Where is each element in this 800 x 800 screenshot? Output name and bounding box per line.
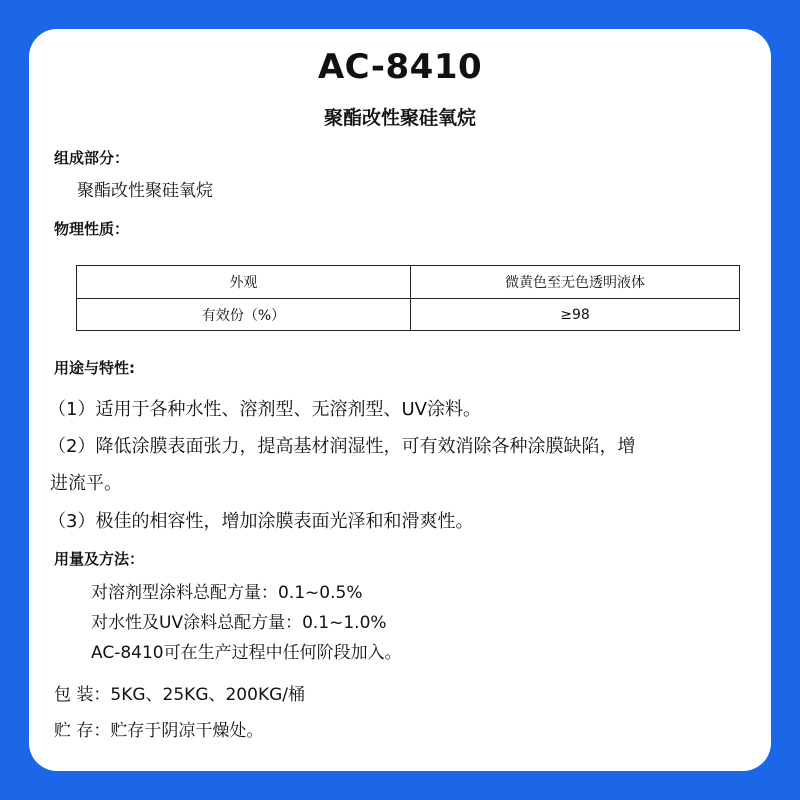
dosage-label: 用量及方法： (54, 550, 145, 568)
use-item: （3）极佳的相容性，增加涂膜表面光泽和和滑爽性。 (48, 511, 474, 532)
table-row (77, 266, 740, 299)
storage-label: 贮 存： (54, 721, 111, 741)
storage-value: 贮存于阴凉干燥处。 (110, 721, 264, 741)
use-item-continuation: 进流平。 (50, 473, 122, 494)
use-item: （1）适用于各种水性、溶剂型、无溶剂型、UV涂料。 (48, 399, 481, 420)
table-row (77, 299, 740, 331)
properties-label: 物理性质： (54, 220, 130, 238)
uses-label: 用途与特性: (54, 359, 135, 377)
packaging-value: 5KG、25KG、200KG/桶 (110, 685, 305, 705)
properties-table (76, 265, 740, 331)
storage-row (54, 716, 263, 741)
dosage-line: 对水性及UV涂料总配方量：0.1~1.0% (91, 613, 387, 633)
property-value-cell: 微黄色至无色透明液体 (411, 266, 740, 299)
packaging-label: 包 装： (54, 685, 111, 705)
composition-label: 组成部分： (54, 149, 130, 167)
product-name-subtitle: 聚酯改性聚硅氧烷 (323, 107, 476, 129)
packaging-row (54, 680, 305, 705)
property-name-cell: 外观 (77, 266, 411, 299)
composition-value: 聚酯改性聚硅氧烷 (77, 181, 213, 201)
product-card (29, 29, 771, 771)
property-name-cell: 有效份（%） (77, 299, 411, 331)
use-item: （2）降低涂膜表面张力，提高基材润湿性，可有效消除各种涂膜缺陷，增 (48, 436, 636, 457)
product-model-title: AC-8410 (317, 47, 483, 87)
dosage-line: 对溶剂型涂料总配方量：0.1~0.5% (91, 583, 363, 603)
property-value-cell: ≥98 (411, 299, 740, 331)
dosage-line: AC-8410可在生产过程中任何阶段加入。 (91, 643, 402, 663)
